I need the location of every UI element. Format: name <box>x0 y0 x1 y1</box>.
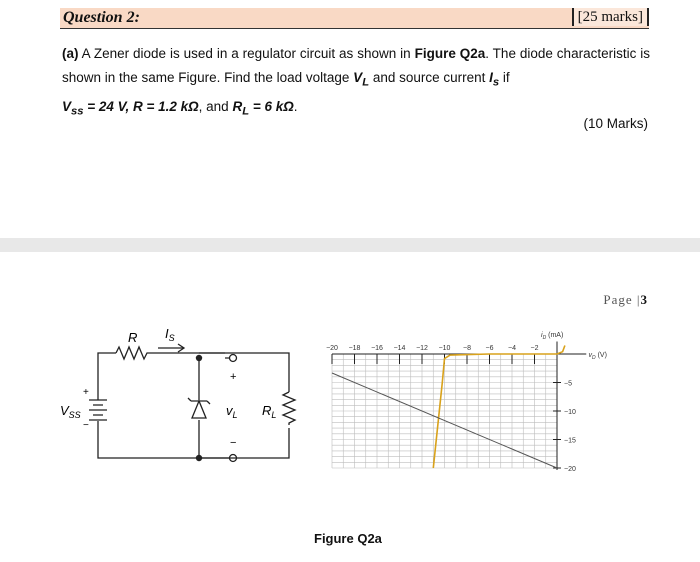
x-tick-label: −4 <box>508 345 516 352</box>
question-text-segment: and source current <box>369 70 490 85</box>
battery-minus: − <box>83 420 89 431</box>
symbol-subscript: L <box>242 105 250 118</box>
y-tick-label: −10 <box>564 409 576 416</box>
symbol-subscript: s <box>492 76 500 89</box>
battery-plus: + <box>83 387 89 398</box>
is-label-sub: S <box>168 333 175 343</box>
x-tick-label: −8 <box>463 345 471 352</box>
question-text-segment: A Zener diode is used in a regulator circuit as shown in <box>78 46 415 61</box>
load-voltage-symbol <box>353 70 370 89</box>
y-tick-label: −15 <box>564 437 576 445</box>
source-current-symbol <box>489 70 500 89</box>
condition-value: = 24 V, R = 1.2 kΩ <box>83 98 199 114</box>
page-number-value: 3 <box>640 292 648 307</box>
x-tick-label: −10 <box>438 345 451 352</box>
question-title: Question 2: <box>63 9 140 26</box>
figure-caption: Figure Q2a <box>314 531 382 546</box>
question-text-segment: , and <box>198 98 233 114</box>
figure-reference: Figure Q2a <box>414 46 486 61</box>
vss-label-text: V <box>60 403 69 418</box>
rl-label-sub: L <box>271 410 277 420</box>
x-tick-label: −6 <box>485 345 494 352</box>
vl-label-sub: L <box>232 410 238 420</box>
question-text-segment: if <box>499 70 510 85</box>
symbol-text: V <box>353 70 363 85</box>
x-tick-label: −2 <box>530 345 539 352</box>
x-tick-label: −20 <box>326 345 338 352</box>
rl-label-text: R <box>262 403 272 418</box>
question-header <box>60 8 649 29</box>
x-tick-label: −14 <box>393 345 406 352</box>
total-marks: [25 marks] <box>572 8 649 26</box>
symbol-subscript: L <box>362 76 370 89</box>
question-text-segment: . <box>293 98 298 114</box>
vss-label-sub: SS <box>68 410 81 420</box>
x-axis-label: $v_D$ (V) <box>588 352 607 361</box>
x-tick-label: −18 <box>348 345 361 352</box>
question-text-segment: . The diode characteristic is shown in the same Figure. Find the load voltage <box>62 46 650 85</box>
vl-plus: + <box>230 371 237 383</box>
diode-characteristic-chart <box>0 252 700 562</box>
symbol-text: V <box>62 98 72 114</box>
question-body <box>62 42 650 123</box>
page-separator <box>0 238 700 252</box>
y-tick-label: −20 <box>564 466 576 473</box>
is-label-text: I <box>165 326 169 341</box>
symbol-text: R <box>232 98 243 114</box>
x-tick-label: −16 <box>371 345 383 352</box>
y-axis-label: $i_D$ (mA) <box>541 332 564 341</box>
condition-vss <box>62 98 199 118</box>
symbol-text: I <box>489 70 493 85</box>
document-page-2 <box>0 252 700 562</box>
page-label: Page | <box>603 292 641 307</box>
document-page-1 <box>0 0 700 238</box>
condition-rl <box>232 98 294 118</box>
vl-minus: − <box>230 437 237 449</box>
x-tick-label: −12 <box>416 345 428 352</box>
part-label: (a) <box>62 46 79 61</box>
y-tick-label: −5 <box>564 380 572 388</box>
vl-label-text: v <box>226 403 233 418</box>
part-marks: (10 Marks) <box>583 116 648 131</box>
diode-characteristic-curve <box>433 346 565 469</box>
condition-value: = 6 kΩ <box>249 98 294 114</box>
r-label: R <box>128 330 138 345</box>
symbol-subscript: ss <box>71 105 84 118</box>
